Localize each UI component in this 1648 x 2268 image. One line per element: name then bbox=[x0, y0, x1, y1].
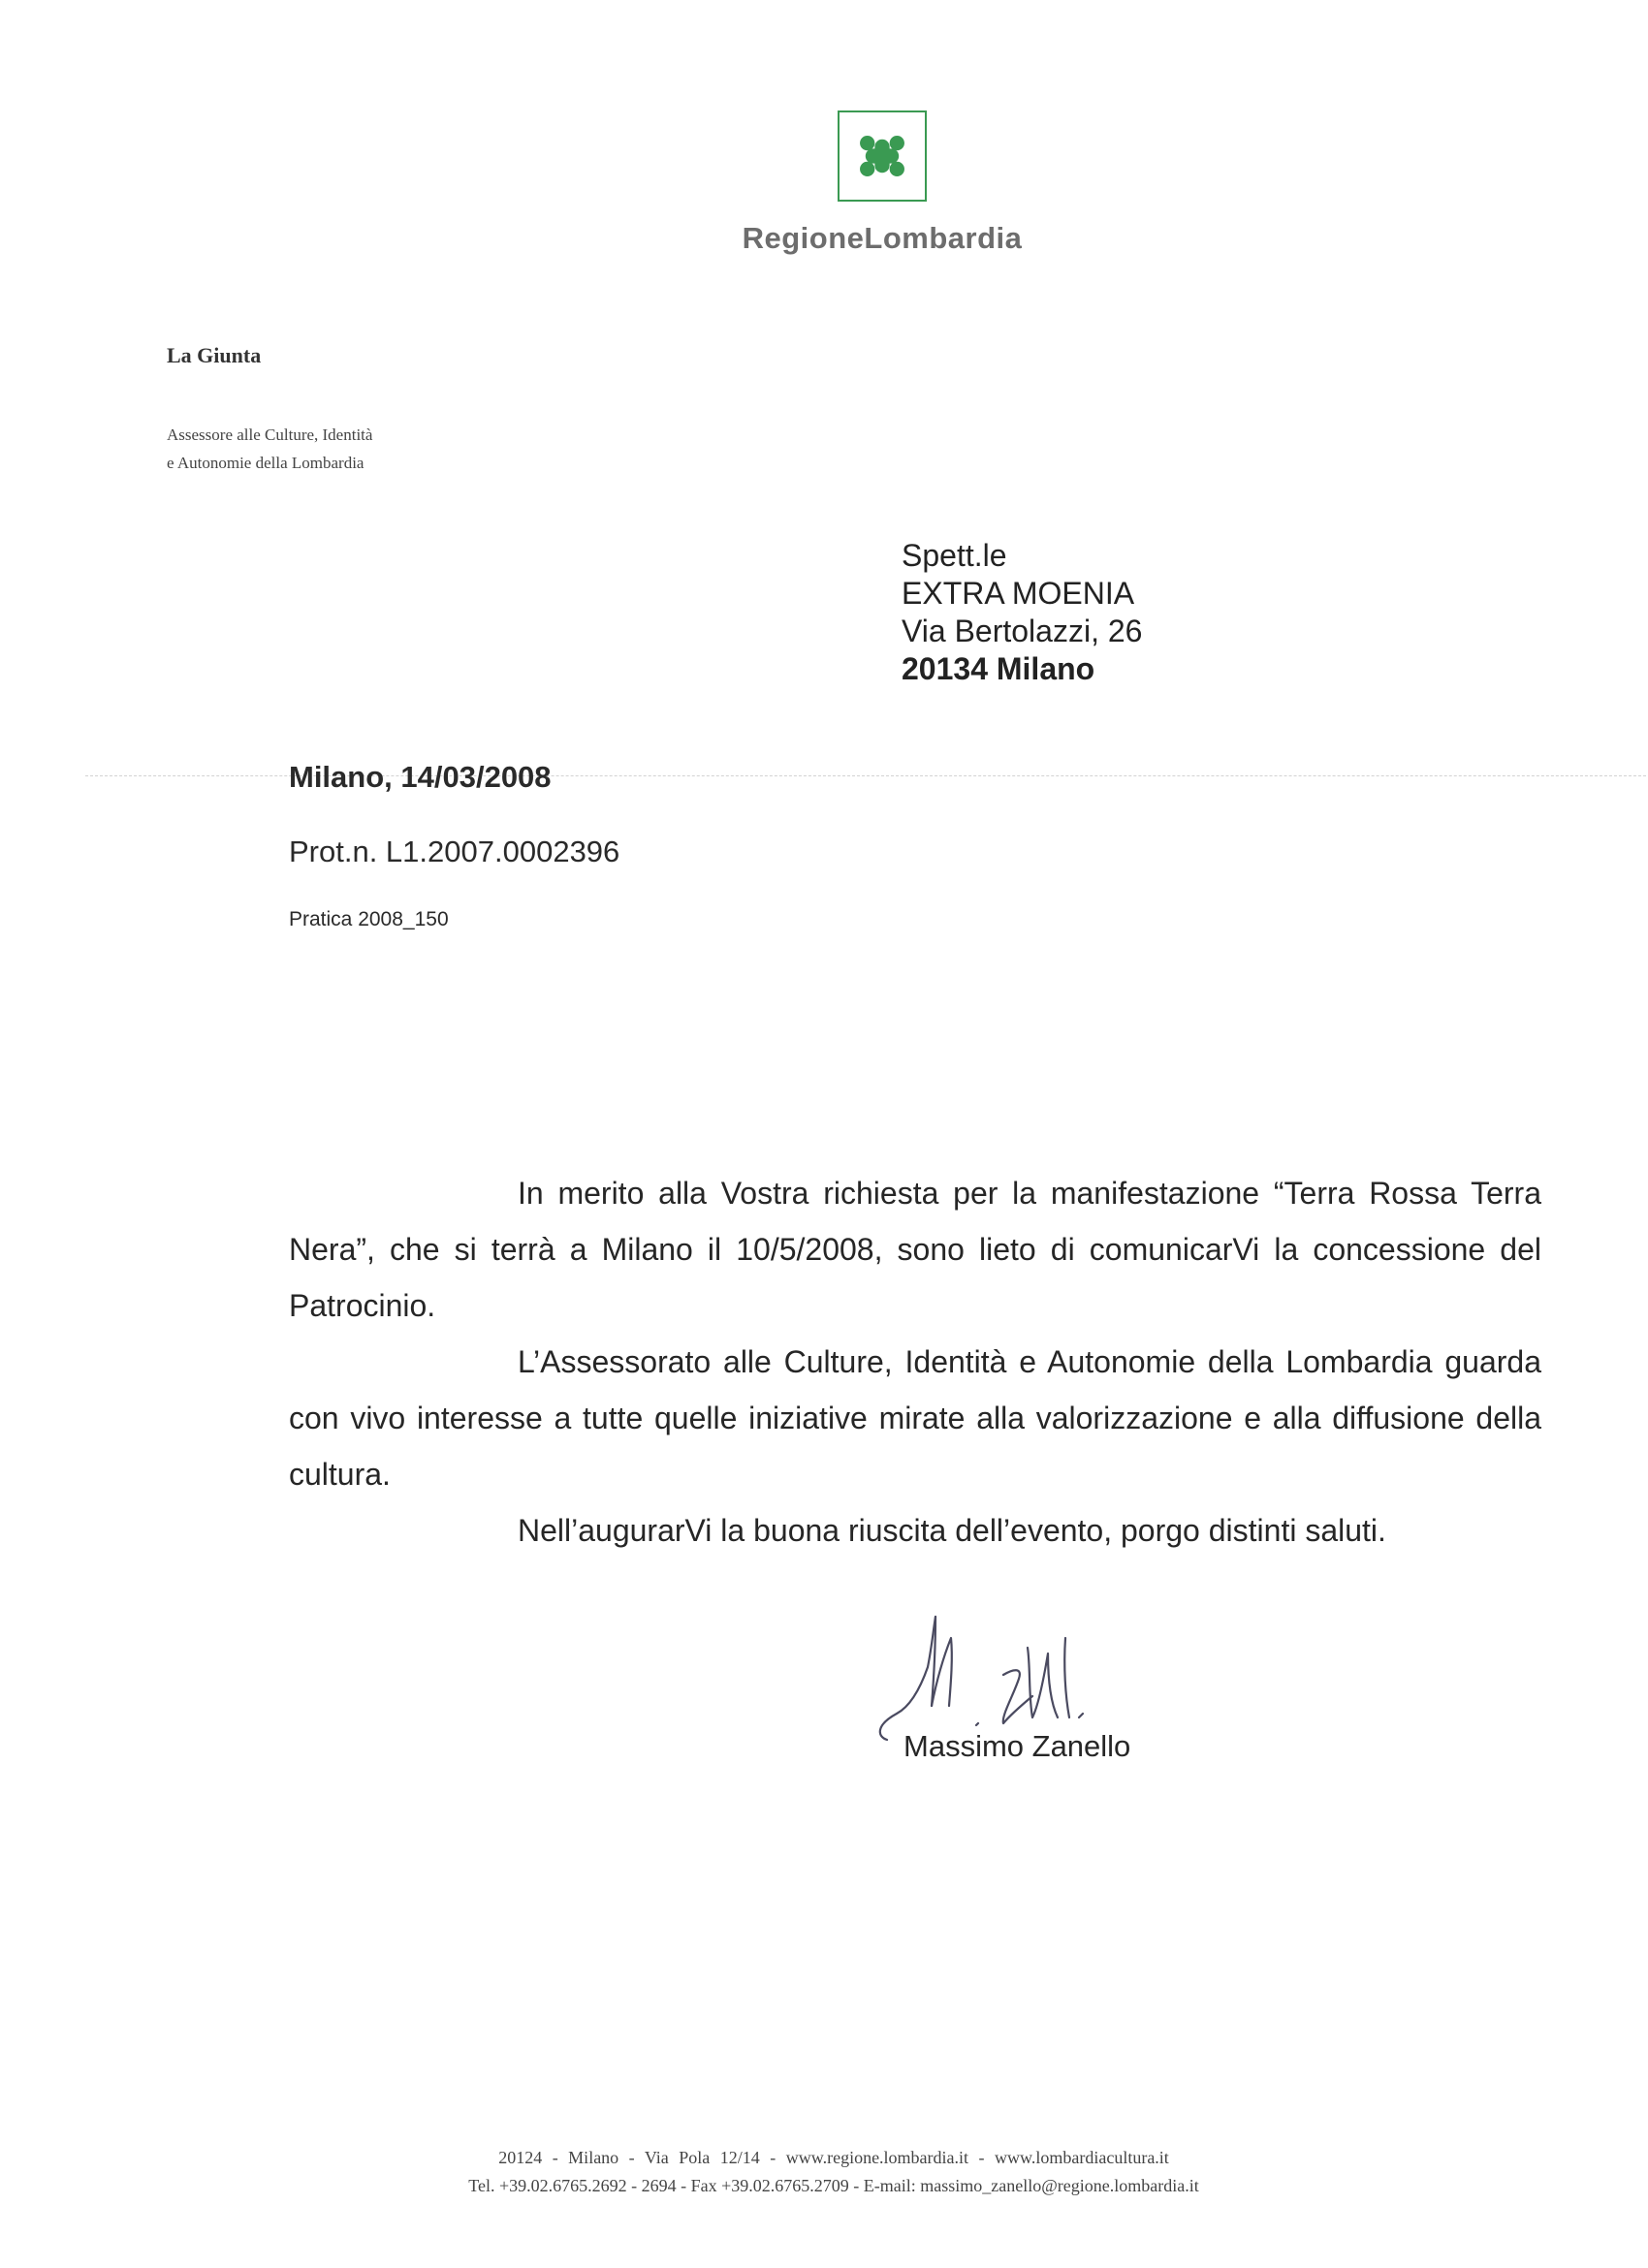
letter-footer bbox=[291, 2144, 1377, 2200]
recipient-address bbox=[902, 537, 1142, 688]
body-paragraph-3: Nell’augurarVi la buona riuscita dell’evento, porgo distinti saluti. bbox=[518, 1513, 1386, 1548]
protocol-number: Prot.n. L1.2007.0002396 bbox=[289, 835, 620, 868]
body-paragraph-1: In merito alla Vostra richiesta per la manifestazione “Terra Rossa Terra Nera”, che si terrà a Milano il 10/5/2008, sono lieto di comunicarVi la concessione del Patrocinio. bbox=[289, 1176, 1541, 1323]
recipient-name: EXTRA MOENIA bbox=[902, 576, 1135, 611]
recipient-street: Via Bertolazzi, 26 bbox=[902, 614, 1143, 648]
body-paragraph-2: L’Assessorato alle Culture, Identità e Autonomie della Lombardia guarda con vivo interesse a tutte quelle iniziative mirate alla valorizzazione e alla diffusione della cultura. bbox=[289, 1344, 1541, 1492]
department-heading: La Giunta bbox=[167, 343, 262, 367]
logo-wordmark: RegioneLombardia bbox=[742, 221, 1023, 255]
region-logo-icon bbox=[838, 110, 927, 202]
case-number: Pratica 2008_150 bbox=[289, 908, 449, 930]
signer-name: Massimo Zanello bbox=[903, 1729, 1131, 1763]
recipient-city: 20134 Milano bbox=[902, 651, 1095, 686]
sender-title bbox=[167, 421, 372, 477]
letter-body bbox=[289, 1165, 1541, 1559]
recipient-salutation: Spett.le bbox=[902, 538, 1007, 573]
footer-contacts: Tel. +39.02.6765.2692 - 2694 - Fax +39.02.6765.2709 - E-mail: massimo_zanello@regione.lombardia.it bbox=[468, 2176, 1199, 2195]
sender-title-line1: Assessore alle Culture, Identità bbox=[167, 425, 373, 444]
letter-date: Milano, 14/03/2008 bbox=[289, 760, 552, 794]
sender-title-line2: e Autonomie della Lombardia bbox=[167, 454, 364, 472]
footer-address: 20124 - Milano - Via Pola 12/14 - www.regione.lombardia.it - www.lombardiacultura.it bbox=[498, 2148, 1169, 2167]
